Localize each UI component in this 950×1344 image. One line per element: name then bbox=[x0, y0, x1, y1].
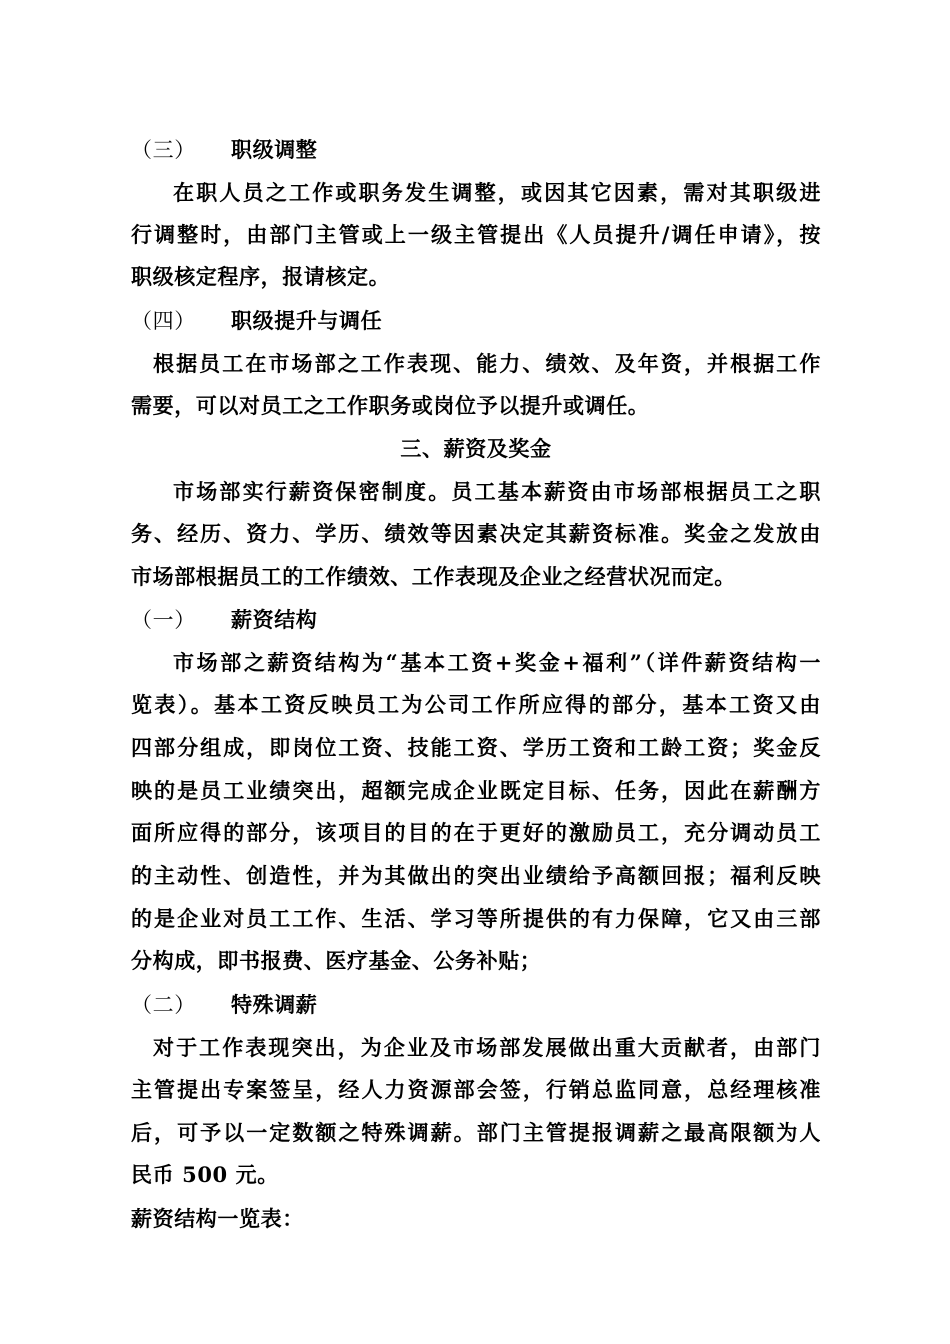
section-number: （二） bbox=[131, 993, 196, 1017]
paragraph-line: 民币 500 元。 bbox=[131, 1162, 279, 1187]
paragraph-line: 映的是员工业绩突出，超额完成企业既定目标、任务，因此在薪酬方 bbox=[131, 778, 821, 803]
paragraph-line: 主管提出专案签呈，经人力资源部会签，行销总监同意，总经理核准 bbox=[131, 1077, 821, 1102]
paragraph-line: 务、经历、资力、学历、绩效等因素决定其薪资标准。奖金之发放由 bbox=[131, 521, 821, 546]
section-heading-promotion-transfer bbox=[131, 306, 821, 336]
paragraph-line: 面所应得的部分，该项目的目的在于更好的激励员工，充分调动员工 bbox=[131, 820, 821, 845]
paragraph-line: 职级核定程序，报请核定。 bbox=[131, 264, 391, 289]
paragraph-line: 对于工作表现突出，为企业及市场部发展做出重大贡献者，由部门 bbox=[153, 1035, 821, 1060]
paragraph-line: 的主动性、创造性，并为其做出的突出业绩给予高额回报；福利反映 bbox=[131, 863, 821, 888]
paragraph-line: 后，可予以一定数额之特殊调薪。部门主管提报调薪之最高限额为人 bbox=[131, 1120, 821, 1145]
section-title: 职级调整 bbox=[231, 137, 318, 162]
paragraph-line: 览表）。基本工资反映员工为公司工作所应得的部分，基本工资又由 bbox=[131, 692, 821, 717]
chapter-title: 三、薪资及奖金 bbox=[400, 436, 552, 461]
table-caption: 薪资结构一览表： bbox=[131, 1206, 304, 1231]
section-number: （一） bbox=[131, 608, 196, 632]
paragraph-line: 行调整时，由部门主管或上一级主管提出《人员提升/调任申请》，按 bbox=[131, 222, 821, 247]
paragraph-line: 市场部根据员工的工作绩效、工作表现及企业之经营状况而定。 bbox=[131, 564, 736, 589]
paragraph-line: 根据员工在市场部之工作表现、能力、绩效、及年资，并根据工作 bbox=[153, 351, 821, 376]
section-title: 职级提升与调任 bbox=[231, 308, 383, 333]
section-title: 薪资结构 bbox=[231, 607, 318, 632]
section-heading-salary-structure bbox=[131, 605, 821, 635]
section-heading-special-salary-adjustment bbox=[131, 990, 821, 1020]
section-number: （四） bbox=[131, 309, 196, 333]
paragraph-line: 在职人员之工作或职务发生调整，或因其它因素，需对其职级进 bbox=[173, 180, 821, 205]
section-title: 特殊调薪 bbox=[231, 992, 318, 1017]
section-number: （三） bbox=[131, 138, 196, 162]
paragraph-line: 四部分组成，即岗位工资、技能工资、学历工资和工龄工资；奖金反 bbox=[131, 735, 821, 760]
paragraph-line: 市场部实行薪资保密制度。员工基本薪资由市场部根据员工之职 bbox=[173, 479, 821, 504]
paragraph-line: 的是企业对员工工作、生活、学习等所提供的有力保障，它又由三部 bbox=[131, 906, 821, 931]
paragraph-line: 市场部之薪资结构为“基本工资+奖金+福利”（详件薪资结构一 bbox=[173, 650, 821, 675]
section-heading-job-grade-adjustment bbox=[131, 135, 821, 165]
paragraph-line: 需要，可以对员工之工作职务或岗位予以提升或调任。 bbox=[131, 393, 650, 418]
paragraph-line: 分构成，即书报费、医疗基金、公务补贴； bbox=[131, 948, 542, 973]
